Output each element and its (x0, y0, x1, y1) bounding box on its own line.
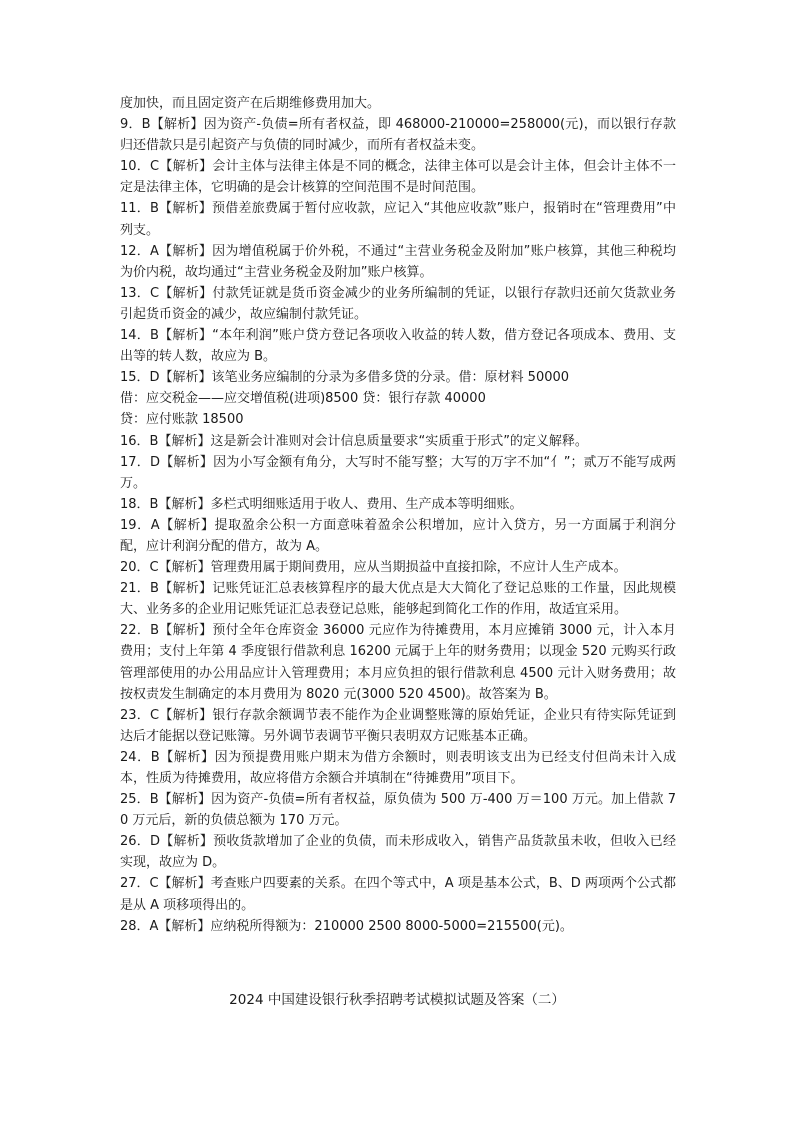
answer-24: 24．B【解析】因为预提费用账户期末为借方余额时，则表明该支出为已经支付但尚未计入成本，性质为待摊费用，故应将借方余额合并填制在“待摊费用”项目下。 (120, 749, 676, 786)
answer-11: 11．B【解析】预借差旅费属于暂付应收款，应记入“其他应收款”账户，报销时在“管理费用”中列支。 (120, 201, 676, 238)
answer-15: 15．D【解析】该笔业务应编制的分录为多借多贷的分录。借：原材料 50000 (120, 370, 570, 386)
paragraph-continuation: 度加快，而且固定资产在后期维修费用加大。 (120, 96, 381, 111)
answer-14: 14．B【解析】“本年利润”账户贷方登记各项收入收益的转人数，借方登记各项成本、费用、支出等的转人数，故应为 B。 (120, 328, 676, 365)
answer-18: 18．B【解析】多栏式明细账适用于收人、费用、生产成本等明细账。 (120, 496, 523, 512)
answer-27: 27．C【解析】考查账户四要素的关系。在四个等式中，A 项是基本公式，B、D 两项两个公式都是从 A 项移项得出的。 (120, 876, 676, 913)
answer-19: 19．A【解析】提取盈余公积一方面意味着盈余公积增加，应计入贷方，另一方面属于利润分配，应计利润分配的借方，故为 A。 (120, 517, 676, 554)
answer-16: 16．B【解析】这是新会计准则对会计信息质量要求“实质重于形式”的定义解释。 (120, 433, 588, 449)
answer-13: 13．C【解析】付款凭证就是货币资金减少的业务所编制的凭证，以银行存款归还前欠货款业务引起货币资金的减少，故应编制付款凭证。 (120, 285, 676, 322)
answer-15-entry-credit: 贷：应付账款 18500 (120, 412, 244, 428)
answer-12: 12．A【解析】因为增值税属于价外税，不通过“主营业务税金及附加”账户核算，其他三种税均为价内税，故均通过“主营业务税金及附加”账户核算。 (120, 243, 676, 280)
answer-15-entry-debit: 借：应交税金——应交增值税(进项)8500 贷：银行存款 40000 (120, 391, 486, 407)
answer-17: 17．D【解析】因为小写金额有角分，大写时不能写整；大写的万字不加“亻”；贰万不能写成两万。 (120, 454, 676, 491)
answer-20: 20．C【解析】管理费用属于期间费用，应从当期损益中直接扣除，不应计人生产成本。 (120, 560, 627, 576)
section-title: 2024 中国建设银行秋季招聘考试模拟试题及答案（二） (229, 992, 565, 1008)
answer-26: 26．D【解析】预收货款增加了企业的负债，而未形成收入，销售产品货款虽未收，但收入已经实现，故应为 D。 (120, 834, 676, 871)
answer-28: 28．A【解析】应纳税所得额为：210000 2500 8000-5000=215500(元)。 (120, 918, 573, 934)
answer-23: 23．C【解析】银行存款余额调节表不能作为企业调整账簿的原始凭证，企业只有待实际凭证到达后才能据以登记账簿。另外调节表调节平衡只表明双方记账基本正确。 (120, 707, 676, 744)
answer-explanations (120, 93, 676, 937)
answer-9: 9．B【解析】因为资产-负债=所有者权益，即 468000-210000=258000(元)，而以银行存款归还借款只是引起资产与负债的同时减少，而所有者权益未变。 (120, 117, 676, 154)
answer-22: 22．B【解析】预付全年仓库资金 36000 元应作为待摊费用，本月应摊销 3000 元，计入本月费用；支付上年第 4 季度银行借款利息 16200 元属于上年的财务费用；以现金 520 元购买行政管理部使用的办公用品应计入管理费用；本月应负担的银行借款利息 4500 元计入财务费用；故按权责发生制确定的本月费用为 8020 元(3000 520 4500)。故答案为 B。 (120, 623, 676, 702)
answer-25: 25．B【解析】因为资产-负债=所有者权益，原负债为 500 万-400 万＝100 万元。加上借款 70 万元后，新的负债总额为 170 万元。 (120, 792, 676, 829)
answer-21: 21．B【解析】记账凭证汇总表核算程序的最大优点是大大简化了登记总账的工作量，因此规模大、业务多的企业用记账凭证汇总表登记总账，能够起到简化工作的作用，故适宜采用。 (120, 581, 676, 618)
answer-10: 10．C【解析】会计主体与法律主体是不同的概念，法律主体可以是会计主体，但会计主体不一定是法律主体，它明确的是会计核算的空间范围不是时间范围。 (120, 159, 676, 196)
